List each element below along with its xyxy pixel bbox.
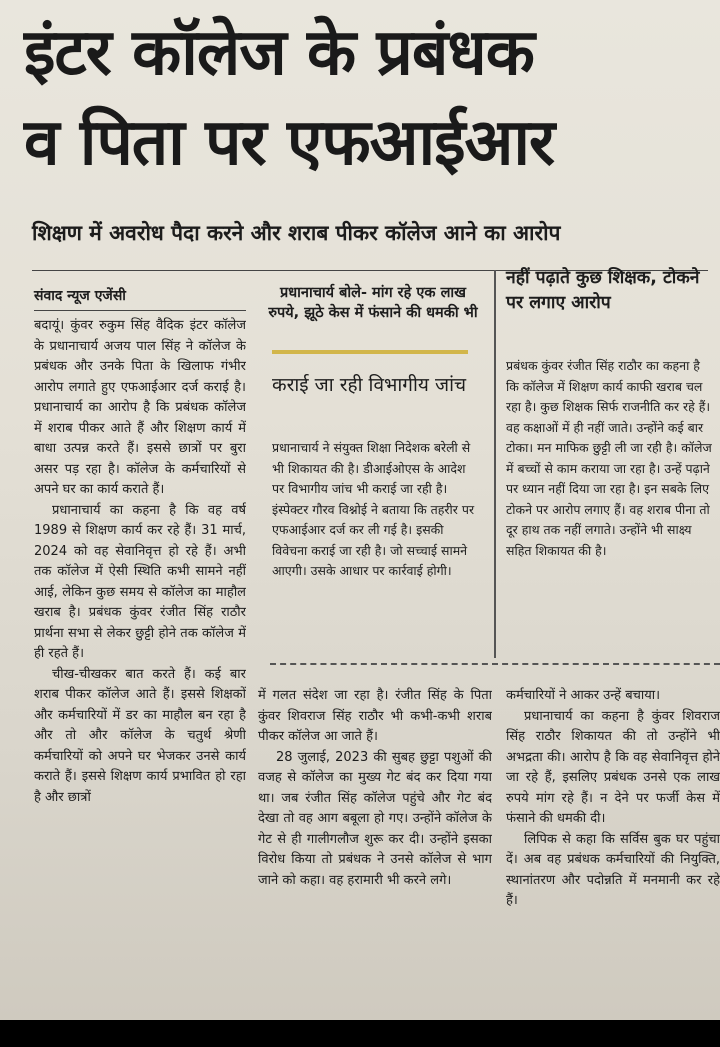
column-3-paragraph: लिपिक से कहा कि सर्विस बुक घर पहुंचा दें। अब वह प्रबंधक कर्मचारियों की नियुक्ति, स्थानांतरण और पदोन्नति में मनमानी कर रहे हैं। xyxy=(506,831,720,908)
sidebar-title: नहीं पढ़ाते कुछ शिक्षक, टोकने पर लगाए आरोप xyxy=(506,268,700,313)
column-3-paragraph: कर्मचारियों ने आकर उन्हें बचाया। xyxy=(506,688,661,703)
column-1-paragraph: चीख-चीखकर बात करते हैं। कई बार शराब पीकर कॉलेज आते हैं। इससे शिक्षकों और कर्मचारियों में डर का माहौल बन रहा है और तो और कॉलेज के चतुर्थ श्रेणी कर्मचारियों को अपने घर भेजकर उनसे कार्य कराते हैं। इससे शिक्षण कार्य प्रभावित हो रहा है और छात्रों xyxy=(34,666,246,805)
headline-line-1: इंटर कॉलेज के प्रबंधक xyxy=(24,16,534,90)
box-subtitle: कराई जा रही विभागीय जांच xyxy=(272,374,467,396)
column-3 xyxy=(506,686,720,1020)
byline-rule xyxy=(34,310,246,311)
subheadline: शिक्षण में अवरोध पैदा करने और शराब पीकर कॉलेज आने का आरोप xyxy=(32,221,561,245)
box-body: प्रधानाचार्य ने संयुक्त शिक्षा निदेशक बरेली से भी शिकायत की है। डीआईओएस के आदेश पर विभागीय जांच भी कराई जा रही है। इंस्पेक्टर गौरव विश्नोई ने बताया कि तहरीर पर एफआईआर दर्ज कर ली गई है। इसकी विवेचना कराई जा रही है। जो सच्चाई सामने आएगी। उसके आधार पर कार्रवाई होगी। xyxy=(272,440,475,578)
sidebar-divider xyxy=(494,270,496,658)
column-2-paragraph: में गलत संदेश जा रहा है। रंजीत सिंह के पिता कुंवर शिवराज सिंह राठौर भी कभी-कभी शराब पीकर कॉलेज आ जाते हैं। xyxy=(258,688,492,744)
column-3-paragraph: प्रधानाचार्य का कहना है कुंवर शिवराज सिंह राठौर शिकायत की तो उन्होंने भी अभद्रता की। आरोप है कि वह सेवानिवृत्त होने जा रहे हैं, इसलिए प्रबंधक उनसे एक लाख रुपये मांग रहे हैं। न देने पर फर्जी केस में फंसाने की धमकी दी। xyxy=(506,708,720,826)
sidebar-body: प्रबंधक कुंवर रंजीत सिंह राठौर का कहना है कि कॉलेज में शिक्षण कार्य काफी खराब चल रहा है। कुछ शिक्षक सिर्फ राजनीति कर रहे हैं। वह कक्षाओं में ही नहीं जाते। उन्होंने कई बार टोका। मन माफिक छुट्टी ली जा रही है। कॉलेज में बच्चों से काम कराया जा रहा है। उन्हें पढ़ाने पर ध्यान नहीं दिया जा रहा है। इन सबके लिए टोकने पर आरोप लगाए हैं। वह शराब पीना तो दूर हाथ तक नहीं लगाते। उन्होंने भी साक्ष्य सहित शिकायत की है। xyxy=(506,358,712,558)
byline: संवाद न्यूज एजेंसी xyxy=(34,288,126,304)
column-1 xyxy=(34,316,246,1020)
column-2 xyxy=(258,686,492,1020)
section-divider xyxy=(270,663,720,665)
box-title: प्रधानाचार्य बोले- मांग रहे एक लाख रुपये, झूठे केस में फंसाने की धमकी भी xyxy=(268,285,478,321)
highlight-rule xyxy=(272,350,468,354)
column-2-paragraph: 28 जुलाई, 2023 की सुबह छुट्टा पशुओं की वजह से कॉलेज का मुख्य गेट बंद कर दिया गया था। जब रंजीत सिंह कॉलेज पहुंचे और गेट बंद देखा तो वह आग बबूला हो गए। उन्होंने कॉलेज के गेट से ही गालीगलौज शुरू कर दी। उन्होंने इसका विरोध किया तो प्रबंधक ने उनसे कॉलेज से भाग जाने को कहा। वह हरामारी भी करने लगे। xyxy=(258,749,492,888)
column-1-paragraph: बदायूं। कुंवर रुकुम सिंह वैदिक इंटर कॉलेज के प्रधानाचार्य अजय पाल सिंह ने कॉलेज के प्रबंधक और उनके पिता के खिलाफ गंभीर आरोप लगाते हुए एफआईआर दर्ज कराई है। प्रधानाचार्य का आरोप है कि प्रबंधक कॉलेज में शराब पीकर आते हैं और शिक्षण कार्य में बाधा उत्पन्न करते हैं। इससे छात्रों पर बुरा असर पड़ रहा है। कॉलेज के कर्मचारियों से अपने घर का कार्य कराते हैं। xyxy=(34,318,246,497)
bottom-border xyxy=(0,1020,720,1047)
headline-line-2: व पिता पर एफआईआर xyxy=(24,106,555,180)
column-1-paragraph: प्रधानाचार्य का कहना है कि वह वर्ष 1989 से शिक्षण कार्य कर रहे हैं। 31 मार्च, 2024 को वह सेवानिवृत्त हो रहे हैं। अभी तक कॉलेज में ऐसी स्थिति कभी सामने नहीं आई, लेकिन कुछ समय से कॉलेज का माहौल खराब है। प्रबंधक कुंवर रंजीत सिंह राठौर प्रार्थना सभा से लेकर छुट्टी होने तक कॉलेज में ही रहते हैं। xyxy=(34,502,246,661)
